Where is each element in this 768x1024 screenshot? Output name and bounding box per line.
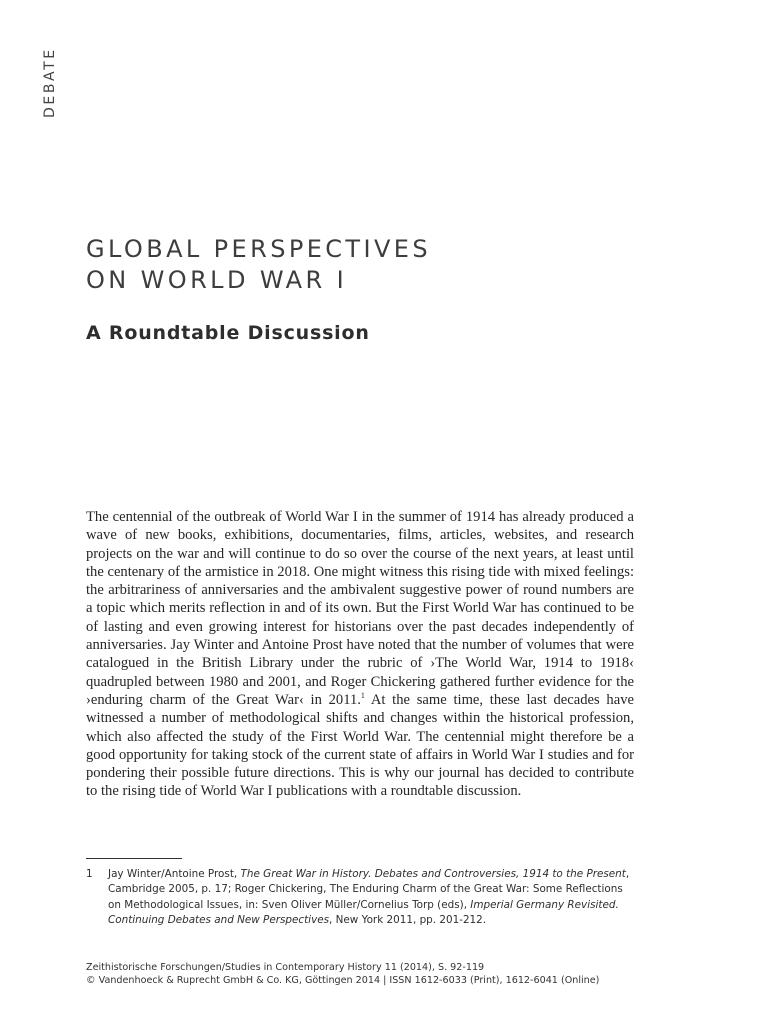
footnote-text	[108, 867, 634, 928]
article-title	[86, 234, 686, 296]
page-footer	[86, 962, 686, 987]
article-subtitle: A Roundtable Discussion	[86, 322, 370, 344]
footnote	[86, 867, 634, 928]
article-title-line-2: ON WORLD WAR I	[86, 266, 348, 294]
footnote-reference[interactable]: 1	[360, 691, 365, 701]
body-text-part-1: The centennial of the outbreak of World War I in the summer of 1914 has already produced a wave of new books, exhibitions, documentaries, films, articles, websites, and research projects on the war and will continue to do so over the course of the next years, at least until the centenary of the armistice in 2018. One might witness this rising tide with mixed feelings: the arbitrariness of anniversaries and the ambivalent suggestive power of round numbers are a topic which merits reflection in and of its own. But the First World War has continued to be of lasting and even growing interest for historians over the past decades independently of anniversaries. Jay Winter and Antoine Prost have noted that the number of volumes that were catalogued in the British Library under the rubric of ›The World War, 1914 to 1918‹ quadrupled between 1980 and 2001, and Roger Chickering gathered further evidence for the ›enduring charm of the Great War‹ in 2011.	[86, 509, 634, 708]
body-text-part-2: At the same time, these last decades have witnessed a number of methodological shifts and changes within the historical profession, which also affected the study of the First World War. The centennial might therefore be a good opportunity for taking stock of the current state of affairs in World War I studies and for pondering their possible future directions. This is why our journal has decided to contribute to the rising tide of World War I publications with a roundtable discussion.	[86, 691, 634, 800]
footnote-divider	[86, 858, 182, 859]
journal-citation: Zeithistorische Forschungen/Studies in Contemporary History 11 (2014), S. 92-119	[86, 962, 485, 973]
footnote-number: 1	[86, 868, 93, 880]
copyright-issn: © Vandenhoeck & Ruprecht GmbH & Co. KG, Göttingen 2014 | ISSN 1612-6033 (Print), 1612-6041 (Online)	[86, 974, 600, 986]
footnote-book-title-2: Imperial Germany Revisited. Continuing Debates and New Perspectives	[108, 898, 619, 926]
footnote-segment-1: Jay Winter/Antoine Prost,	[108, 868, 241, 880]
section-label	[40, 42, 60, 118]
footnote-segment-5: , New York 2011, pp. 201-212.	[329, 913, 487, 926]
body-paragraph	[86, 508, 634, 801]
article-title-line-1: GLOBAL PERSPECTIVES	[86, 235, 431, 263]
section-label-text: DEBATE	[42, 47, 58, 118]
footnote-book-title-1: The Great War in History. Debates and Controversies, 1914 to the Present	[240, 868, 626, 880]
footnote-segment-3: , Cambridge 2005, p. 17; Roger Chickering, The Enduring Charm of the Great War: Some Reflections on Methodological Issues, in: Sven Oliver Müller/Cornelius Torp (eds),	[108, 868, 630, 911]
